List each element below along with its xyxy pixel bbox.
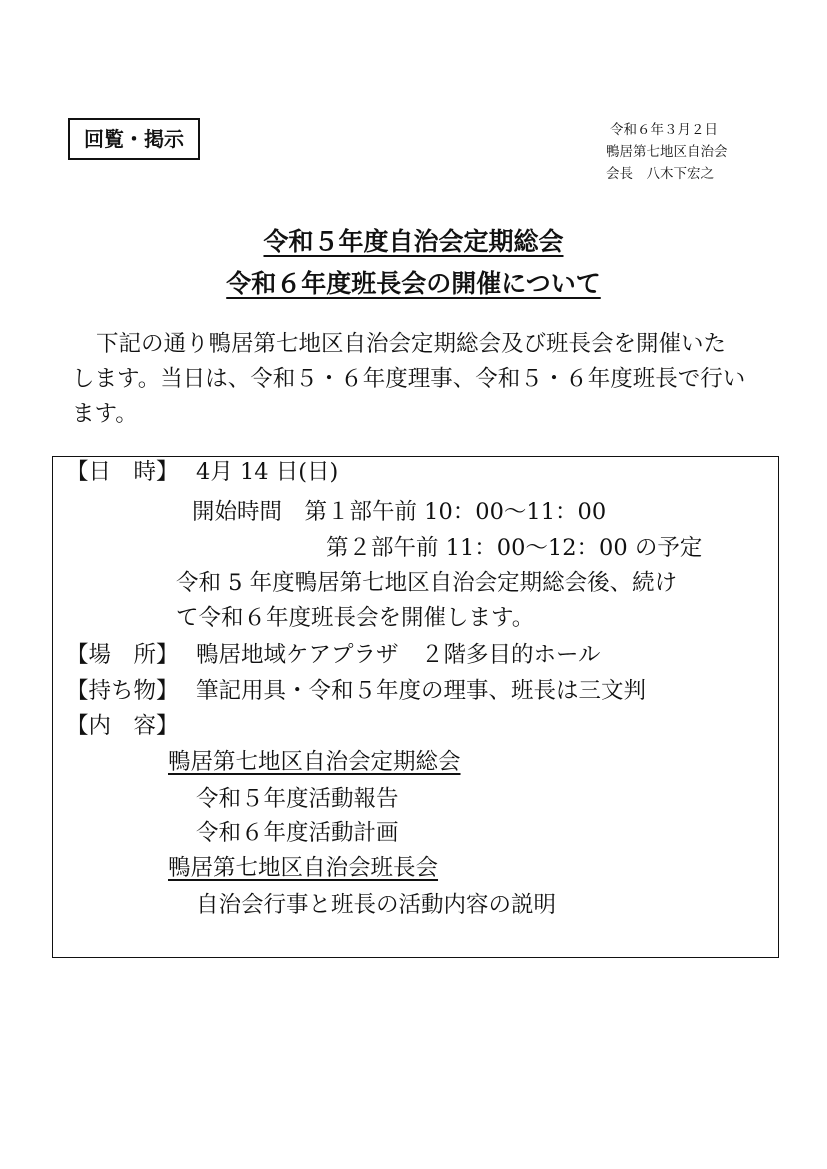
part2-time: 第２部午前 11：00〜12：00 の予定 [326, 535, 703, 561]
section1-title: 鴨居第七地区自治会定期総会 [168, 749, 461, 775]
section1-item-1: 令和５年度活動報告 [196, 786, 399, 812]
section1-item-2: 令和６年度活動計画 [196, 820, 399, 846]
page-title-line1: 令和５年度自治会定期総会 [263, 227, 564, 256]
content-label: 【内 容】 [66, 713, 179, 739]
circulation-stamp: 回覧・掲示 [68, 118, 200, 160]
items-value: 筆記用具・令和５年度の理事、班長は三文判 [196, 678, 647, 704]
note-line-2: て令和６年度班長会を開催します。 [176, 605, 535, 631]
intro-line-3: ます。 [72, 401, 138, 427]
section2-item-1: 自治会行事と班長の活動内容の説明 [196, 892, 557, 918]
page-title-line2: 令和６年度班長会の開催について [226, 269, 601, 298]
president-name: 会長 八木下宏之 [606, 166, 714, 182]
datetime-label: 【日 時】 [66, 459, 179, 485]
note-line-1: 令和 5 年度鴨居第七地区自治会定期総会後、続け [176, 570, 678, 596]
organization-name: 鴨居第七地区自治会 [606, 144, 728, 160]
section2-title: 鴨居第七地区自治会班長会 [168, 855, 439, 881]
start-time: 開始時間 第１部午前 10：00〜11：00 [192, 499, 607, 525]
notice-date: 令和６年３月２日 [610, 122, 718, 138]
datetime-value: 4月 14 日(日) [196, 459, 339, 485]
place-value: 鴨居地域ケアプラザ ２階多目的ホール [196, 642, 601, 668]
items-label: 【持ち物】 [66, 678, 179, 704]
intro-line-2: します。当日は、令和５・６年度理事、令和５・６年度班長で行い [72, 366, 746, 392]
place-label: 【場 所】 [66, 642, 179, 668]
intro-line-1: 下記の通り鴨居第七地区自治会定期総会及び班長会を開催いた [96, 331, 727, 357]
